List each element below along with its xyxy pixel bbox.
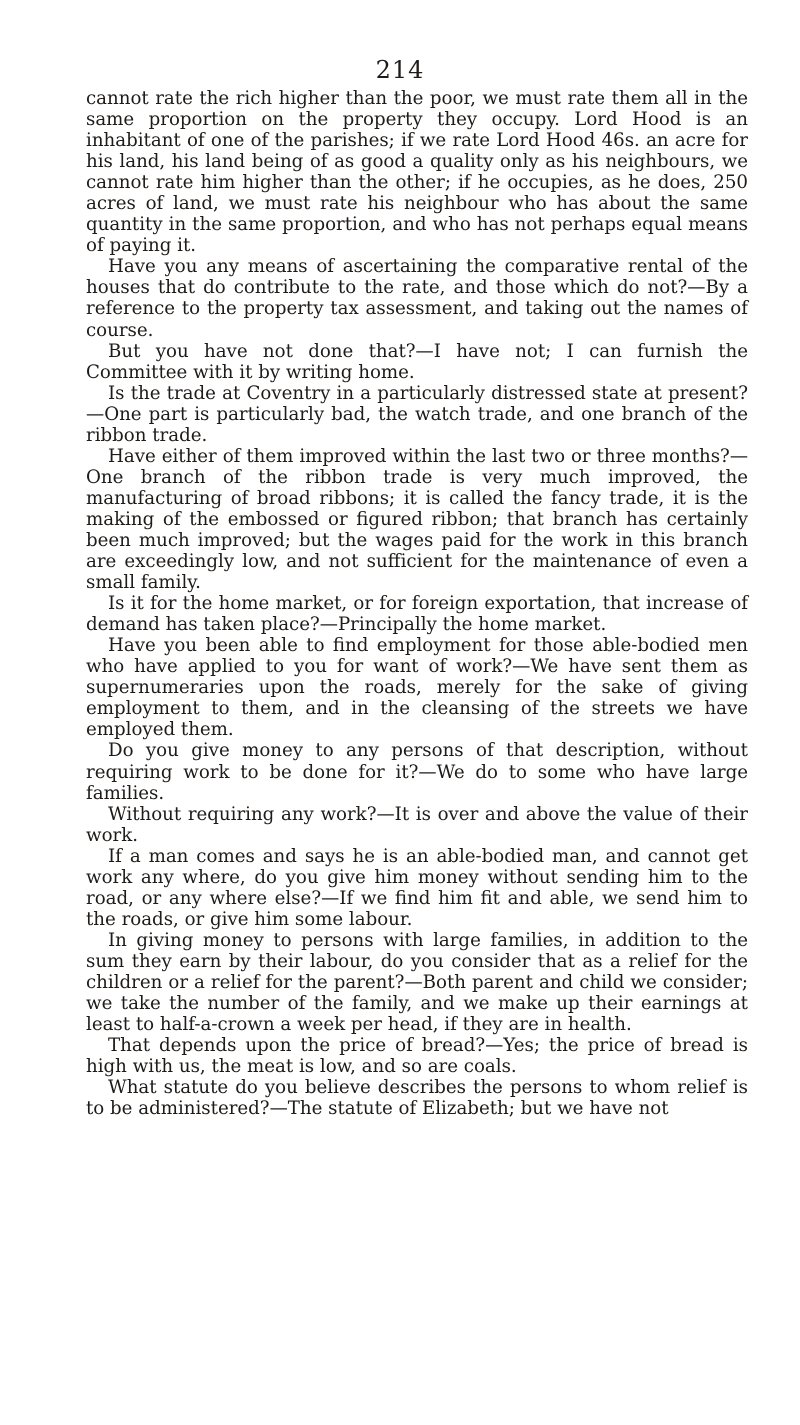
question-text: Do you give money to any persons of that description, without requiring work to be done for it? (86, 740, 748, 783)
testimony-paragraph (86, 383, 748, 446)
testimony-paragraph (86, 256, 748, 340)
answer-text: —One part is particularly bad, the watch trade, and one branch of the ribbon trade. (86, 403, 748, 446)
question-text: Have you any means of ascertaining the comparative rental of the houses that do contribute to the rate, and those which do not? (86, 256, 748, 299)
body-text (86, 88, 748, 1119)
answer-text: —We do to some who have large families. (86, 761, 749, 804)
page-number: 214 (375, 56, 425, 84)
answer-text: —Principally the home market. (319, 614, 607, 636)
testimony-paragraph (86, 635, 748, 740)
question-text: What statute do you believe describes the persons to whom relief is to be administered? (86, 1077, 748, 1120)
answer-text: —It is over and above the value of their work. (86, 803, 748, 846)
question-text: That depends upon the price of bread? (108, 1035, 486, 1057)
answer-text: —We have sent them as supernumeraries upon the roads, merely for the sake of giving employment to them, and in the cleansing of the streets we have employed them. (86, 656, 748, 741)
answer-text: —The statute of Elizabeth; but we have not (269, 1098, 669, 1120)
answer-text: —I have not; I can furnish the Committee with it by writing home. (86, 340, 748, 383)
testimony-paragraph (86, 1035, 748, 1077)
testimony-paragraph (86, 740, 748, 803)
answer-text: —By a reference to the property tax assessment, and taking out the names of course. (86, 277, 749, 341)
testimony-paragraph (86, 593, 748, 635)
question-text: But you have not done that? (108, 340, 416, 362)
question-text: In giving money to persons with large families, in addition to the sum they earn by their labour, do you consider that as a relief for the children or a relief for the parent? (86, 929, 748, 993)
question-text: Is it for the home market, or for foreign exportation, that increase of demand has taken place? (86, 593, 748, 636)
answer-text: —One branch of the ribbon trade is very much improved, the manufacturing of broad ribbons; it is called the fancy trade, it is the making of the embossed or figured ribbon; that branch has certainly been much improved; but the wages paid for the work in this branch are exceedingly low, and not sufficient for the maintenance of even a small family. (86, 445, 748, 594)
answer-text: —If we find him fit and able, we send him to the roads, or give him some labour. (86, 887, 748, 930)
question-text: Without requiring any work? (108, 803, 377, 825)
answer-text: —Yes; the price of bread is high with us, the meat is low, and so are coals. (86, 1035, 748, 1078)
testimony-paragraph (86, 1077, 748, 1119)
answer-text: cannot rate the rich higher than the poor, we must rate them all in the same proportion on the property they occupy. Lord Hood is an inhabitant of one of the parishes; if we rate Lord Hood 46s. an acre for his land, his land being of as good a quality only as his neighbours, we cannot rate him higher than the other; if he occupies, as he does, 250 acres of land, we must rate his neighbour who has about the same quantity in the same proportion, and who has not perhaps equal means of paying it. (86, 88, 748, 257)
testimony-paragraph (86, 804, 748, 846)
testimony-paragraph (86, 341, 748, 383)
question-text: If a man comes and says he is an able-bodied man, and cannot get work any where, do you give him money without sending him to the road, or any where else? (86, 845, 748, 909)
testimony-paragraph (86, 930, 748, 1035)
testimony-paragraph (86, 446, 748, 593)
question-text: Have either of them improved within the last two or three months? (108, 445, 730, 467)
question-text: Is the trade at Coventry in a particularly distressed state at present? (108, 382, 748, 404)
continued-paragraph (86, 88, 748, 256)
testimony-paragraph (86, 846, 748, 930)
answer-text: —Both parent and child we consider; we take the number of the family, and we make up their earnings at least to half-a-crown a week per head, if they are in health. (86, 971, 748, 1036)
question-text: Have you been able to find employment for those able-bodied men who have applied to you for want of work? (86, 635, 748, 678)
